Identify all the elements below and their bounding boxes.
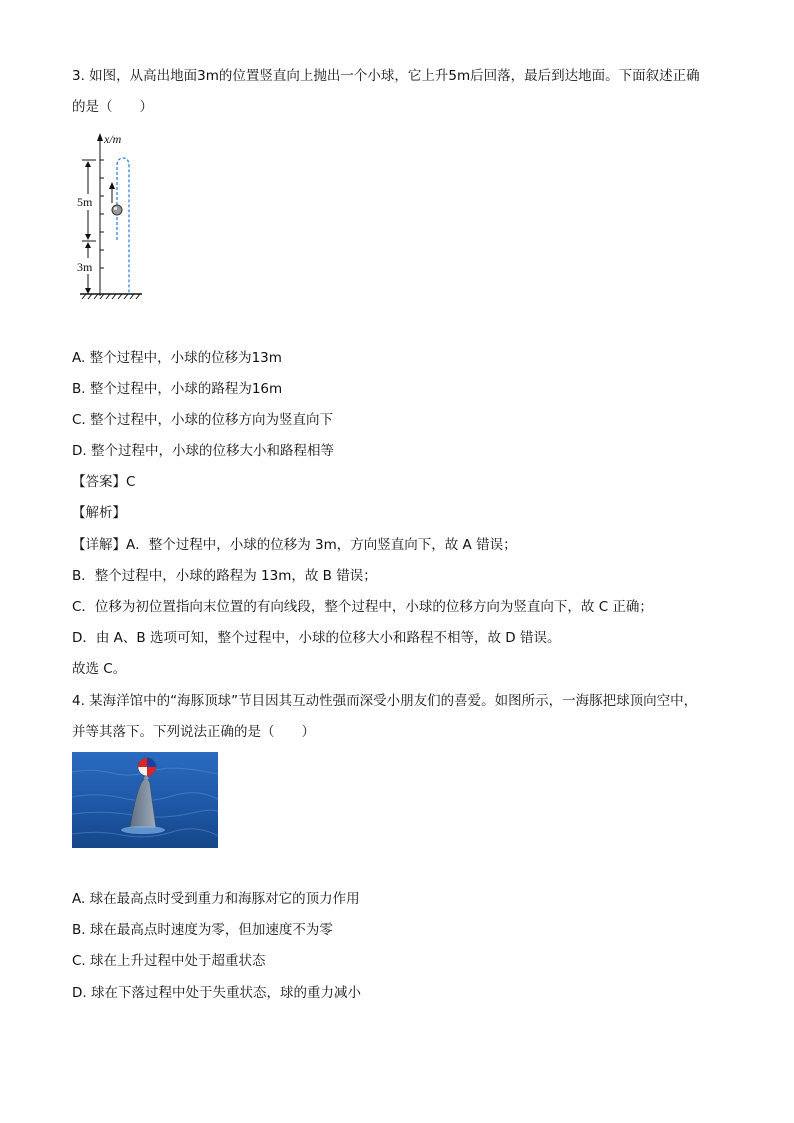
q3-figure (72, 128, 152, 303)
analysis-label: 【解析】 (72, 505, 126, 521)
q3-conclusion: 故选 C。 (72, 661, 127, 677)
dim-arrow (85, 288, 91, 294)
q4-option-b: B. 球在最高点时速度为零，但加速度不为零 (72, 922, 333, 938)
velocity-arrow-head (109, 182, 115, 189)
q4-stem-line1: 4. 某海洋馆中的“海豚顶球”节目因其互动性强而深受小朋友们的喜爱。如图所示，一海豚把球顶向空中， (72, 693, 698, 709)
q3-detail-d: D．由 A、B 选项可知，整个过程中，小球的位移大小和路程不相等，故 D 错误。 (72, 630, 561, 646)
q4-option-d: D. 球在下落过程中处于失重状态，球的重力减小 (72, 985, 361, 1001)
dolphin-photo (72, 752, 218, 848)
q3-detail-b: B．整个过程中，小球的路程为 13m，故 B 错误； (72, 568, 377, 584)
dim-arrow (85, 242, 91, 248)
dim-arrow (85, 234, 91, 240)
dim-arrow (85, 161, 91, 167)
detail-label: 【详解】 (72, 537, 126, 553)
q3-figure-svg (72, 128, 152, 303)
q3-detail-c: C．位移为初位置指向末位置的有向线段，整个过程中，小球的位移方向为竖直向下，故 C 正确； (72, 599, 653, 615)
q3-stem-line1: 3. 如图，从高出地面3m的位置竖直向上抛出一个小球，它上升5m后回落，最后到达地面。下面叙述正确 (72, 68, 700, 84)
q3-option-b: B. 整个过程中，小球的路程为16m (72, 381, 283, 397)
label-5m: 5m (77, 195, 93, 209)
q3-option-d: D. 整个过程中，小球的位移大小和路程相等 (72, 443, 334, 459)
answer-value: C (126, 474, 136, 490)
detail-line: A．整个过程中，小球的位移为 3m，方向竖直向下，故 A 错误； (126, 537, 517, 553)
q3-answer (72, 472, 135, 492)
splash (121, 826, 165, 834)
dolphin-photo-svg (72, 752, 218, 848)
q3-stem-line2: 的是（ ） (72, 99, 153, 115)
q4-option-c: C. 球在上升过程中处于超重状态 (72, 953, 266, 969)
axis-label: x/m (104, 132, 122, 146)
q3-option-c: C. 整个过程中，小球的位移方向为竖直向下 (72, 412, 334, 428)
axis-arrow-head (97, 133, 103, 141)
q3-detail-a (72, 535, 517, 555)
answer-label: 【答案】 (72, 474, 126, 490)
ball-icon (112, 205, 122, 215)
q3-option-a: A. 整个过程中，小球的位移为13m (72, 350, 282, 366)
q4-stem-line2: 并等其落下。下列说法正确的是（ ） (72, 724, 315, 740)
label-3m: 3m (77, 260, 93, 274)
trajectory-path (117, 158, 129, 293)
q4-option-a: A. 球在最高点时受到重力和海豚对它的顶力作用 (72, 891, 360, 907)
ball-highlight (114, 207, 117, 210)
